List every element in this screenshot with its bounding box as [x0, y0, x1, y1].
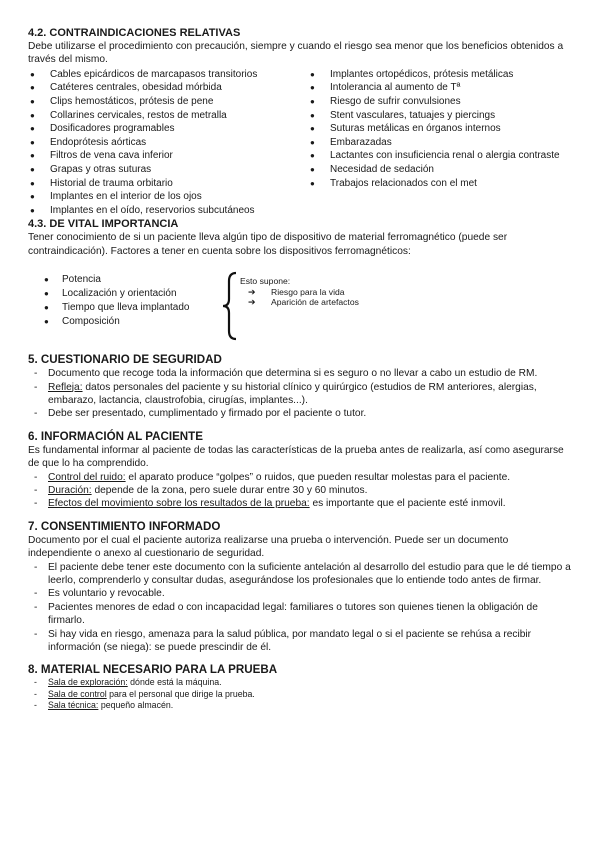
- item-text: depende de la zona, pero suele durar entre 30 y 60 minutos.: [91, 485, 368, 496]
- item-text: datos personales del paciente y su historial clínico y quirúrgico (estudios de RM anteriores, alergias, embarazo, lactancia, claustrofobia, cirugías, implantes...).: [48, 381, 537, 406]
- section-7-list: [28, 561, 574, 655]
- list-item: ● Tiempo que lleva implantado: [28, 301, 222, 315]
- list-item: ● Suturas metálicas en órganos internos: [308, 122, 574, 136]
- section-8-list: [28, 677, 574, 711]
- factors-list: [28, 273, 222, 329]
- item-text: dónde está la máquina.: [127, 677, 222, 688]
- underlined-term: Sala técnica:: [48, 700, 99, 711]
- list-item: ● Cables epicárdicos de marcapasos transitorios: [28, 68, 308, 82]
- supone-title: Esto supone:: [240, 276, 291, 287]
- list-item: - El paciente debe tener este documento con la suficiente antelación al desarrollo del estudio para que le dé tiempo a leerlo, comprenderlo y consultar dudas, asegurándose los profesionales que lo entiende todo antes de firmar.: [28, 561, 574, 588]
- list-item: ● Composición: [28, 315, 222, 329]
- contraindications-columns: [28, 68, 574, 218]
- list-item: ● Implantes en el oído, reservorios subcutáneos: [28, 204, 308, 218]
- list-item: [28, 497, 574, 510]
- contraindications-left-list: [28, 68, 308, 218]
- arrow-right-icon: ➔: [248, 297, 256, 308]
- section-8-title: 8. MATERIAL NECESARIO PARA LA PRUEBA: [28, 663, 278, 677]
- section-6-intro: Es fundamental informar al paciente de todas las características de la prueba antes de realizarla, así como asegurarse de que lo ha comprendido.: [28, 444, 564, 470]
- section-5-list: [28, 367, 574, 421]
- list-item: ● Trabajos relacionados con el met: [308, 177, 574, 191]
- list-item: [28, 484, 574, 497]
- list-item: ● Filtros de vena cava inferior: [28, 149, 308, 163]
- list-item: ● Endoprótesis aórticas: [28, 136, 308, 150]
- supone-row: [240, 287, 359, 298]
- list-item: - Es voluntario y revocable.: [28, 587, 574, 600]
- list-item: ● Necesidad de sedación: [308, 163, 574, 177]
- list-item: [28, 381, 574, 408]
- section-4-2-title: 4.2. CONTRAINDICACIONES RELATIVAS: [28, 27, 241, 39]
- list-item: ● Historial de trauma orbitario: [28, 177, 308, 191]
- item-text: el aparato produce “golpes” o ruidos, que pueden resultar molestas para el paciente.: [125, 471, 511, 483]
- list-item: [28, 700, 574, 711]
- list-item: [28, 677, 574, 688]
- list-item: - Pacientes menores de edad o con incapacidad legal: familiares o tutores son quienes tienen la obligación de firmarlo.: [28, 601, 574, 628]
- section-6-title: 6. INFORMACIÓN AL PACIENTE: [28, 429, 203, 443]
- list-item: ● Clips hemostáticos, prótesis de pene: [28, 95, 308, 109]
- list-item: ● Riesgo de sufrir convulsiones: [308, 95, 574, 109]
- item-text: pequeño almacén.: [98, 700, 174, 711]
- underlined-term: Sala de exploración:: [48, 677, 128, 688]
- list-item: ● Stent vasculares, tatuajes y piercings: [308, 109, 574, 123]
- list-item: ● Lactantes con insuficiencia renal o alergia contraste: [308, 149, 574, 163]
- list-item: - Debe ser presentado, cumplimentado y firmado por el paciente o tutor.: [28, 407, 574, 420]
- item-text: es importante que el paciente esté inmovil.: [309, 498, 506, 510]
- list-item: ● Dosificadores programables: [28, 122, 308, 136]
- supone-block: [240, 276, 359, 308]
- arrow-right-icon: ➔: [248, 286, 256, 297]
- document-page: [28, 26, 574, 712]
- underlined-term: Control del ruido:: [48, 471, 126, 483]
- supone-row: [240, 297, 359, 308]
- section-4-3-intro: Tener conocimiento de si un paciente lleva algún tipo de dispositivo de material ferromagnético (puede ser contraindicación). Factores a tener en cuenta sobre los dispositivos ferromagnéticos:: [28, 232, 508, 257]
- contraindications-right-list: [308, 68, 574, 218]
- section-4-3-title: 4.3. DE VITAL IMPORTANCIA: [28, 218, 179, 231]
- list-item: ● Grapas y otras suturas: [28, 163, 308, 177]
- ferromagnetic-factors: [28, 273, 574, 341]
- underlined-term: Efectos del movimiento sobre los resultados de la prueba:: [48, 498, 310, 510]
- section-6-list: [28, 471, 574, 511]
- list-item: ● Potencia: [28, 273, 222, 287]
- section-7-title: 7. CONSENTIMIENTO INFORMADO: [28, 519, 221, 533]
- list-item: ● Embarazadas: [308, 136, 574, 150]
- supone-text: Aparición de artefactos: [271, 297, 359, 308]
- underlined-term: Refleja:: [48, 381, 83, 393]
- list-item: ● Collarines cervicales, restos de metralla: [28, 109, 308, 123]
- underlined-term: Sala de control: [48, 688, 107, 699]
- curly-brace-icon: [222, 271, 238, 341]
- underlined-term: Duración:: [48, 485, 92, 496]
- supone-text: Riesgo para la vida: [271, 286, 345, 297]
- section-7-intro: Documento por el cual el paciente autoriza realizarse una prueba o intervención. Puede ser un documento independiente o anexo al cuestionario de seguridad.: [28, 534, 509, 560]
- list-item: ● Localización y orientación: [28, 287, 222, 301]
- list-item: [28, 689, 574, 700]
- list-item: - Si hay vida en riesgo, amenaza para la salud pública, por mandato legal o si el paciente se rehúsa a recibir información (se niega): se puede prescindir de él.: [28, 628, 574, 655]
- list-item: ● Implantes en el interior de los ojos: [28, 190, 308, 204]
- list-item: ● Implantes ortopédicos, prótesis metálicas: [308, 68, 574, 82]
- item-text: para el personal que dirige la prueba.: [106, 688, 255, 699]
- list-item: - Documento que recoge toda la información que determina si es seguro o no llevar a cabo un estudio de RM.: [28, 367, 574, 380]
- list-item: [28, 471, 574, 484]
- list-item: ● Intolerancia al aumento de Tª: [308, 81, 574, 95]
- section-5-title: 5. CUESTIONARIO DE SEGURIDAD: [28, 353, 222, 367]
- list-item: ● Catéteres centrales, obesidad mórbida: [28, 81, 308, 95]
- section-4-2-intro: Debe utilizarse el procedimiento con precaución, siempre y cuando el riesgo sea menor que los beneficios obtenidos a través del mismo.: [28, 41, 564, 66]
